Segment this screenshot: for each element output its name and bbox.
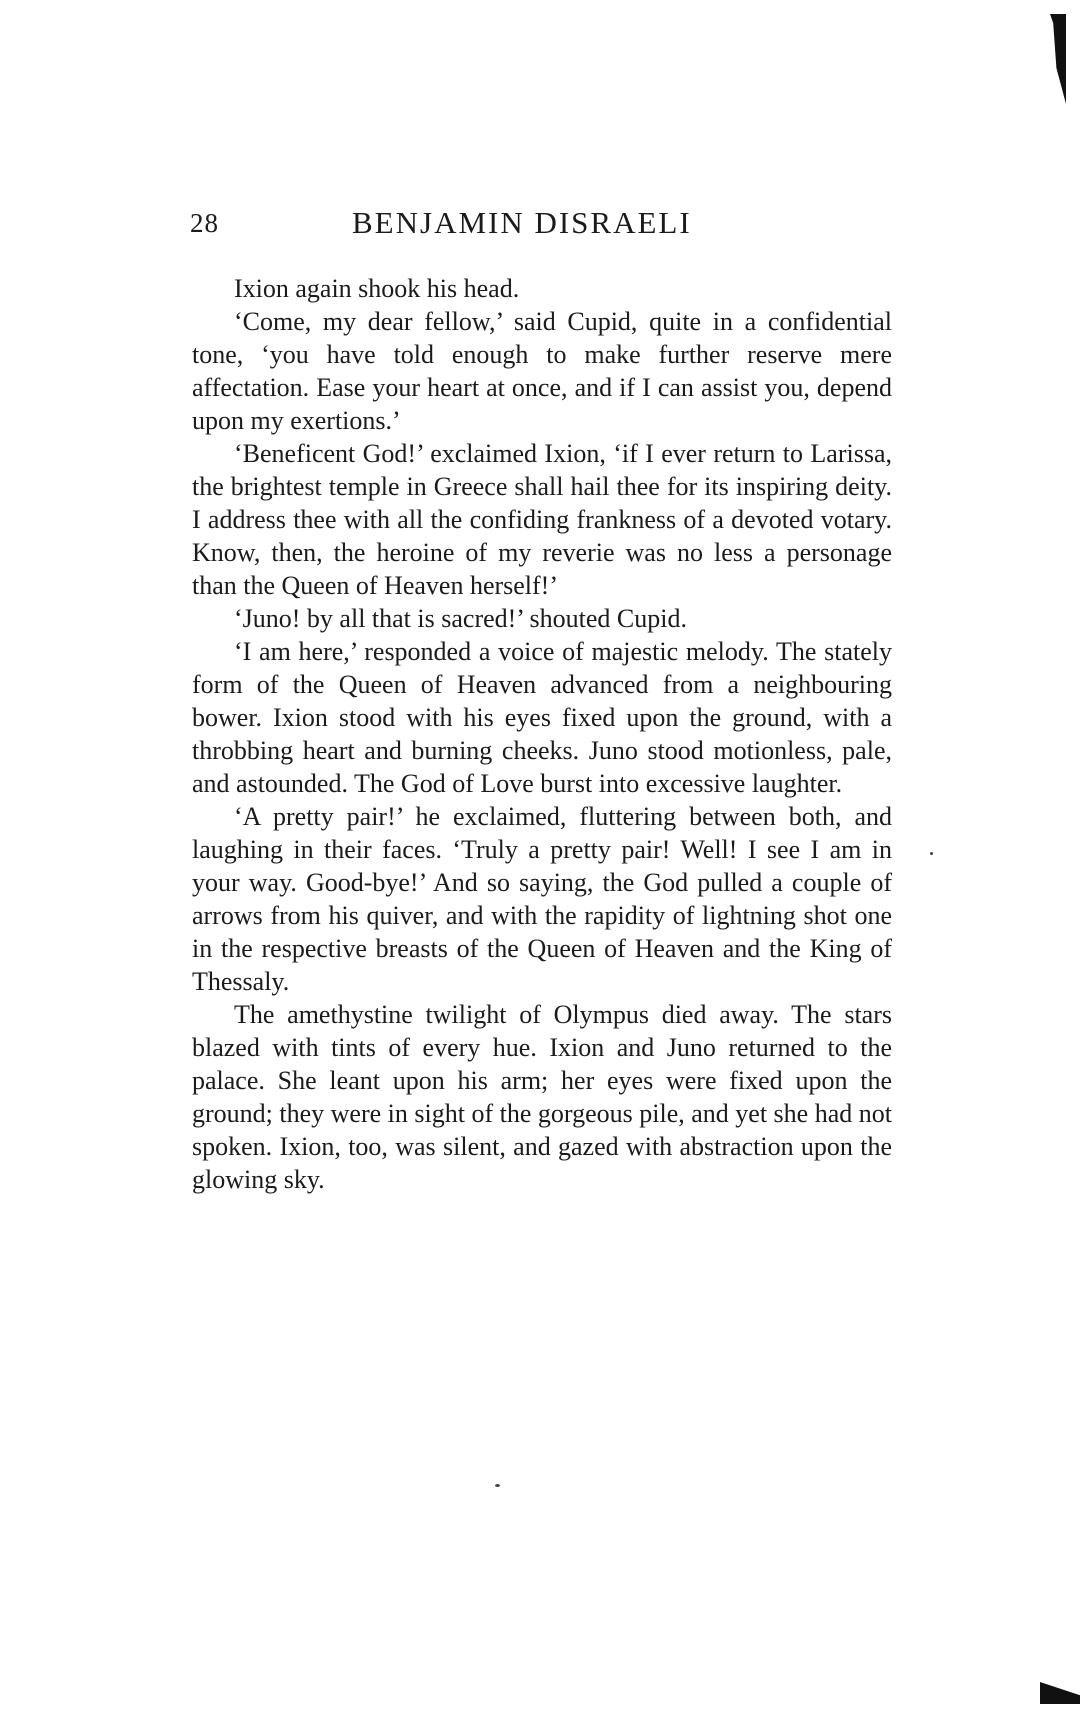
- scan-edge-mark: [1040, 1682, 1080, 1704]
- paragraph: ‘I am here,’ responded a voice of majestic melody. The stately form of the Queen of Heaven advanced from a neighbouring bower. Ixion stood with his eyes fixed upon the ground, with a throbbing heart and burning cheeks. Juno stood motionless, pale, and astounded. The God of Love burst into excessive laughter.: [192, 637, 892, 798]
- body-text: [192, 272, 892, 1196]
- paragraph: ‘Juno! by all that is sacred!’ shouted Cupid.: [234, 604, 687, 633]
- scan-speck: [930, 852, 933, 855]
- running-head: BENJAMIN DISRAELI: [352, 205, 692, 240]
- scan-edge-mark: [1050, 14, 1066, 104]
- paragraph: ‘Come, my dear fellow,’ said Cupid, quite in a confidential tone, ‘you have told enough to make further reserve mere affectation. Ease your heart at once, and if I can assist you, depend upon my exertions.’: [192, 307, 892, 435]
- paragraph: ‘A pretty pair!’ he exclaimed, fluttering between both, and laughing in their faces. ‘Truly a pretty pair! Well! I see I am in your way. Good-bye!’ And so saying, the God pulled a couple of arrows from his quiver, and with the rapidity of lightning shot one in the respective breasts of the Queen of Heaven and the King of Thessaly.: [192, 802, 892, 996]
- scan-speck: [495, 1484, 500, 1487]
- paragraph: ‘Beneficent God!’ exclaimed Ixion, ‘if I ever return to Larissa, the brightest temple in Greece shall hail thee for its inspiring deity. I address thee with all the confiding frankness of a devoted votary. Know, then, the heroine of my reverie was no less a personage than the Queen of Heaven herself!’: [192, 439, 892, 600]
- paragraph: Ixion again shook his head.: [234, 274, 520, 303]
- page-number: 28: [190, 208, 219, 238]
- paragraph: The amethystine twilight of Olympus died away. The stars blazed with tints of every hue. Ixion and Juno returned to the palace. She leant upon his arm; her eyes were fixed upon the ground; they were in sight of the gorgeous pile, and yet she had not spoken. Ixion, too, was silent, and gazed with abstraction upon the glowing sky.: [192, 1000, 892, 1194]
